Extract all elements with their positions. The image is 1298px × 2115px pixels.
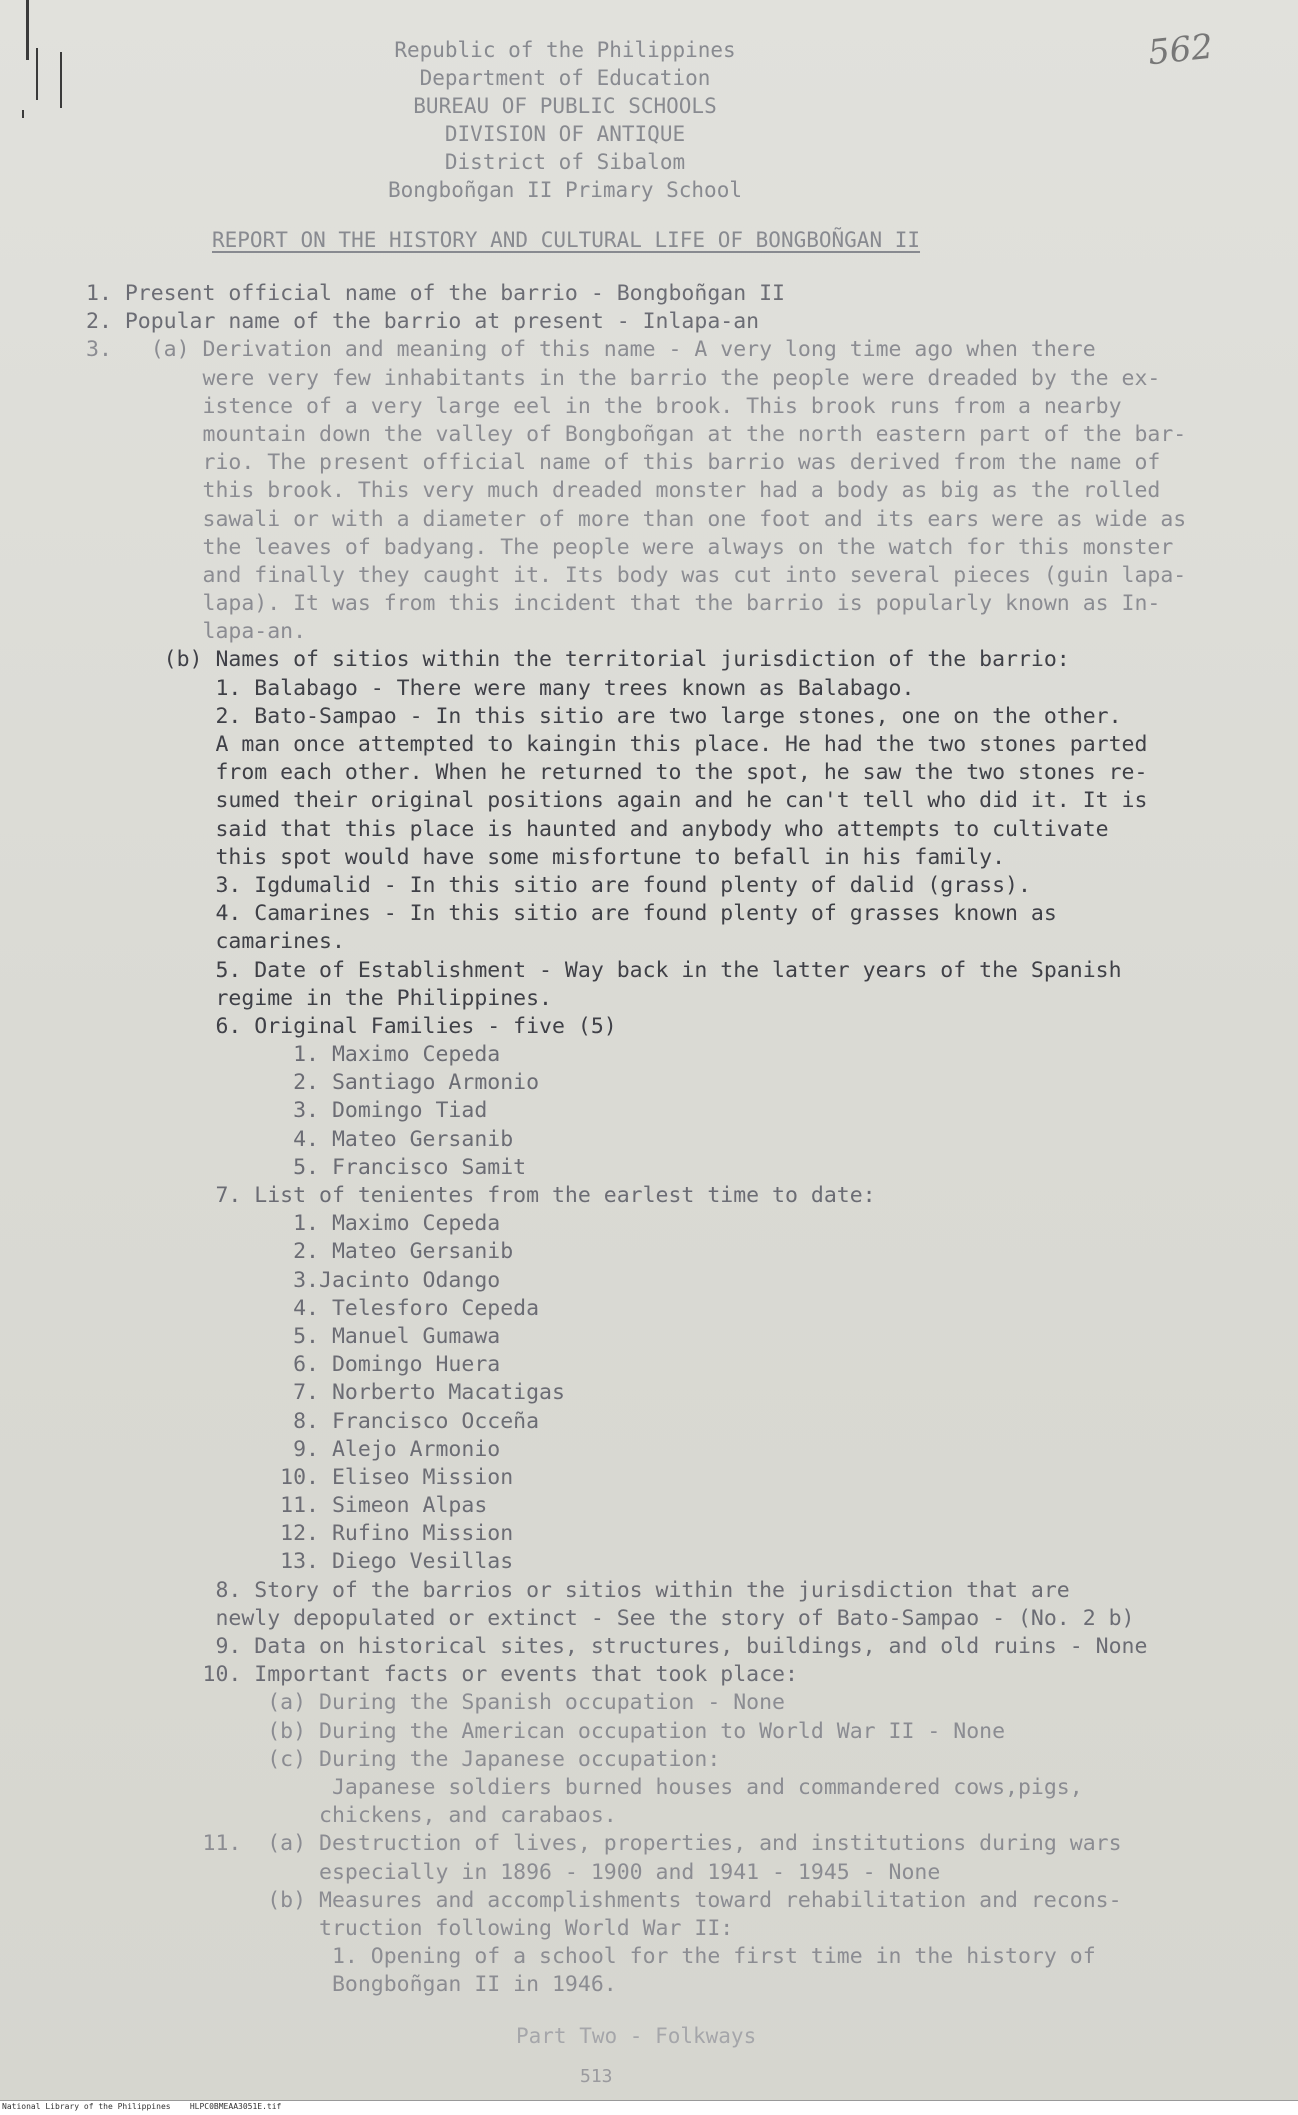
section-footer-title: Part Two - Folkways <box>516 2024 757 2048</box>
report-line: Japanese soldiers burned houses and commandered cows,pigs, <box>86 1774 1083 1800</box>
report-line: 7. Norberto Macatigas <box>86 1380 565 1406</box>
report-line: 6. Domingo Huera <box>86 1352 501 1378</box>
report-body <box>86 280 1256 1999</box>
report-line: 3. Igdumalid - In this sitio are found plenty of dalid (grass). <box>86 872 1031 898</box>
report-line: Bongboñgan II in 1946. <box>86 1972 617 1998</box>
report-line: chickens, and carabaos. <box>86 1803 617 1829</box>
report-line: from each other. When he returned to the spot, he saw the two stones re- <box>86 760 1148 786</box>
report-line: 10. Important facts or events that took place: <box>86 1662 798 1688</box>
report-line: 10. Eliseo Mission <box>86 1464 514 1490</box>
report-line: (a) During the Spanish occupation - None <box>86 1690 785 1716</box>
report-line: 4. Mateo Gersanib <box>86 1126 514 1152</box>
letterhead-line: Republic of the Philippines <box>394 38 736 62</box>
report-line: 5. Manuel Gumawa <box>86 1323 501 1349</box>
report-line: istence of a very large eel in the brook. This brook runs from a nearby <box>86 393 1122 419</box>
report-line: (c) During the Japanese occupation: <box>86 1746 721 1772</box>
report-line: this brook. This very much dreaded monster had a body as big as the rolled <box>86 478 1161 504</box>
report-line: 1. Present official name of the barrio - Bongboñgan II <box>86 281 785 306</box>
report-line: especially in 1896 - 1900 and 1941 - 1945 - None <box>86 1859 941 1885</box>
letterhead-line: Bongboñgan II Primary School <box>387 178 742 202</box>
report-line: lapa). It was from this incident that the barrio is popularly known as In- <box>86 591 1161 617</box>
report-line: A man once attempted to kaingin this place. He had the two stones parted <box>86 732 1148 757</box>
letterhead-line: Department of Education <box>419 66 711 90</box>
report-line: 4. Camarines - In this sitio are found plenty of grasses known as <box>86 901 1057 927</box>
letterhead-line: District of Sibalom <box>444 150 686 174</box>
handwritten-page-number: 562 <box>1146 26 1215 74</box>
report-line: lapa-an. <box>86 619 307 645</box>
report-line: rio. The present official name of this barrio was derived from the name of <box>86 450 1161 476</box>
report-line: 2. Santiago Armonio <box>86 1070 540 1096</box>
report-line: the leaves of badyang. The people were always on the watch for this monster <box>86 534 1174 560</box>
report-line: were very few inhabitants in the barrio the people were dreaded by the ex- <box>86 365 1161 391</box>
report-line: 2. Mateo Gersanib <box>86 1239 514 1265</box>
report-line: truction following World War II: <box>86 1915 734 1941</box>
report-line: 1. Maximo Cepeda <box>86 1211 501 1237</box>
report-line: 9. Alejo Armonio <box>86 1436 501 1462</box>
report-line: 2. Popular name of the barrio at present - Inlapa-an <box>86 309 760 335</box>
report-line: this spot would have some misfortune to befall in his family. <box>86 844 1006 870</box>
report-line: 8. Story of the barrios or sitios within the jurisdiction that are <box>86 1577 1070 1603</box>
report-line: 5. Francisco Samit <box>86 1154 527 1180</box>
report-line: 11. Simeon Alpas <box>86 1493 488 1519</box>
report-line: 3.Jacinto Odango <box>86 1267 501 1293</box>
report-line: 1. Opening of a school for the first time in the history of <box>86 1944 1096 1970</box>
report-line: camarines. <box>86 929 345 955</box>
report-line: 12. Rufino Mission <box>86 1521 514 1547</box>
report-line: sawali or with a diameter of more than one foot and its ears were as wide as <box>86 506 1187 532</box>
page-number: 513 <box>580 2066 613 2087</box>
report-line: 5. Date of Establishment - Way back in the latter years of the Spanish <box>86 957 1122 983</box>
report-line: 8. Francisco Occeña <box>86 1408 540 1434</box>
report-line: regime in the Philippines. <box>86 985 552 1011</box>
letterhead-line: DIVISION OF ANTIQUE <box>444 122 686 146</box>
report-line: 3. (a) Derivation and meaning of this name - A very long time ago when there <box>86 337 1096 363</box>
report-line: 1. Balabago - There were many trees known as Balabago. <box>86 675 915 701</box>
report-line: 7. List of tenientes from the earlest time to date: <box>86 1183 876 1208</box>
letterhead <box>0 36 1130 204</box>
report-line: mountain down the valley of Bongboñgan at the north eastern part of the bar- <box>86 421 1187 447</box>
report-line: newly depopulated or extinct - See the story of Bato-Sampao - (No. 2 b) <box>86 1605 1135 1631</box>
report-line: 13. Diego Vesillas <box>86 1549 514 1575</box>
letterhead-line: BUREAU OF PUBLIC SCHOOLS <box>413 94 717 118</box>
report-line: 6. Original Families - five (5) <box>86 1013 617 1039</box>
report-line: (b) Names of sitios within the territorial jurisdiction of the barrio: <box>86 647 1070 673</box>
report-line: 4. Telesforo Cepeda <box>86 1295 540 1321</box>
report-line: 2. Bato-Sampao - In this sitio are two large stones, one on the other. <box>86 703 1122 729</box>
report-line: and finally they caught it. Its body was cut into several pieces (guin lapa- <box>86 562 1187 588</box>
report-line: sumed their original positions again and he can't tell who did it. It is <box>86 788 1148 814</box>
report-line: (b) During the American occupation to World War II - None <box>86 1718 1006 1744</box>
report-title: REPORT ON THE HISTORY AND CULTURAL LIFE OF BONGBOÑGAN II <box>212 228 921 252</box>
report-line: 1. Maximo Cepeda <box>86 1042 501 1068</box>
report-line: (b) Measures and accomplishments toward rehabilitation and recons- <box>86 1887 1122 1913</box>
report-line: 3. Domingo Tiad <box>86 1098 488 1124</box>
report-line: 11. (a) Destruction of lives, properties, and institutions during wars <box>86 1831 1122 1857</box>
report-line: said that this place is haunted and anybody who attempts to cultivate <box>86 816 1109 842</box>
archive-caption-strip <box>0 2100 1298 2115</box>
report-line: 9. Data on historical sites, structures, buildings, and old ruins - None <box>86 1634 1148 1659</box>
archive-caption: National Library of the Philippines HLPC0BMEAA3051E.tif <box>2 2102 282 2111</box>
